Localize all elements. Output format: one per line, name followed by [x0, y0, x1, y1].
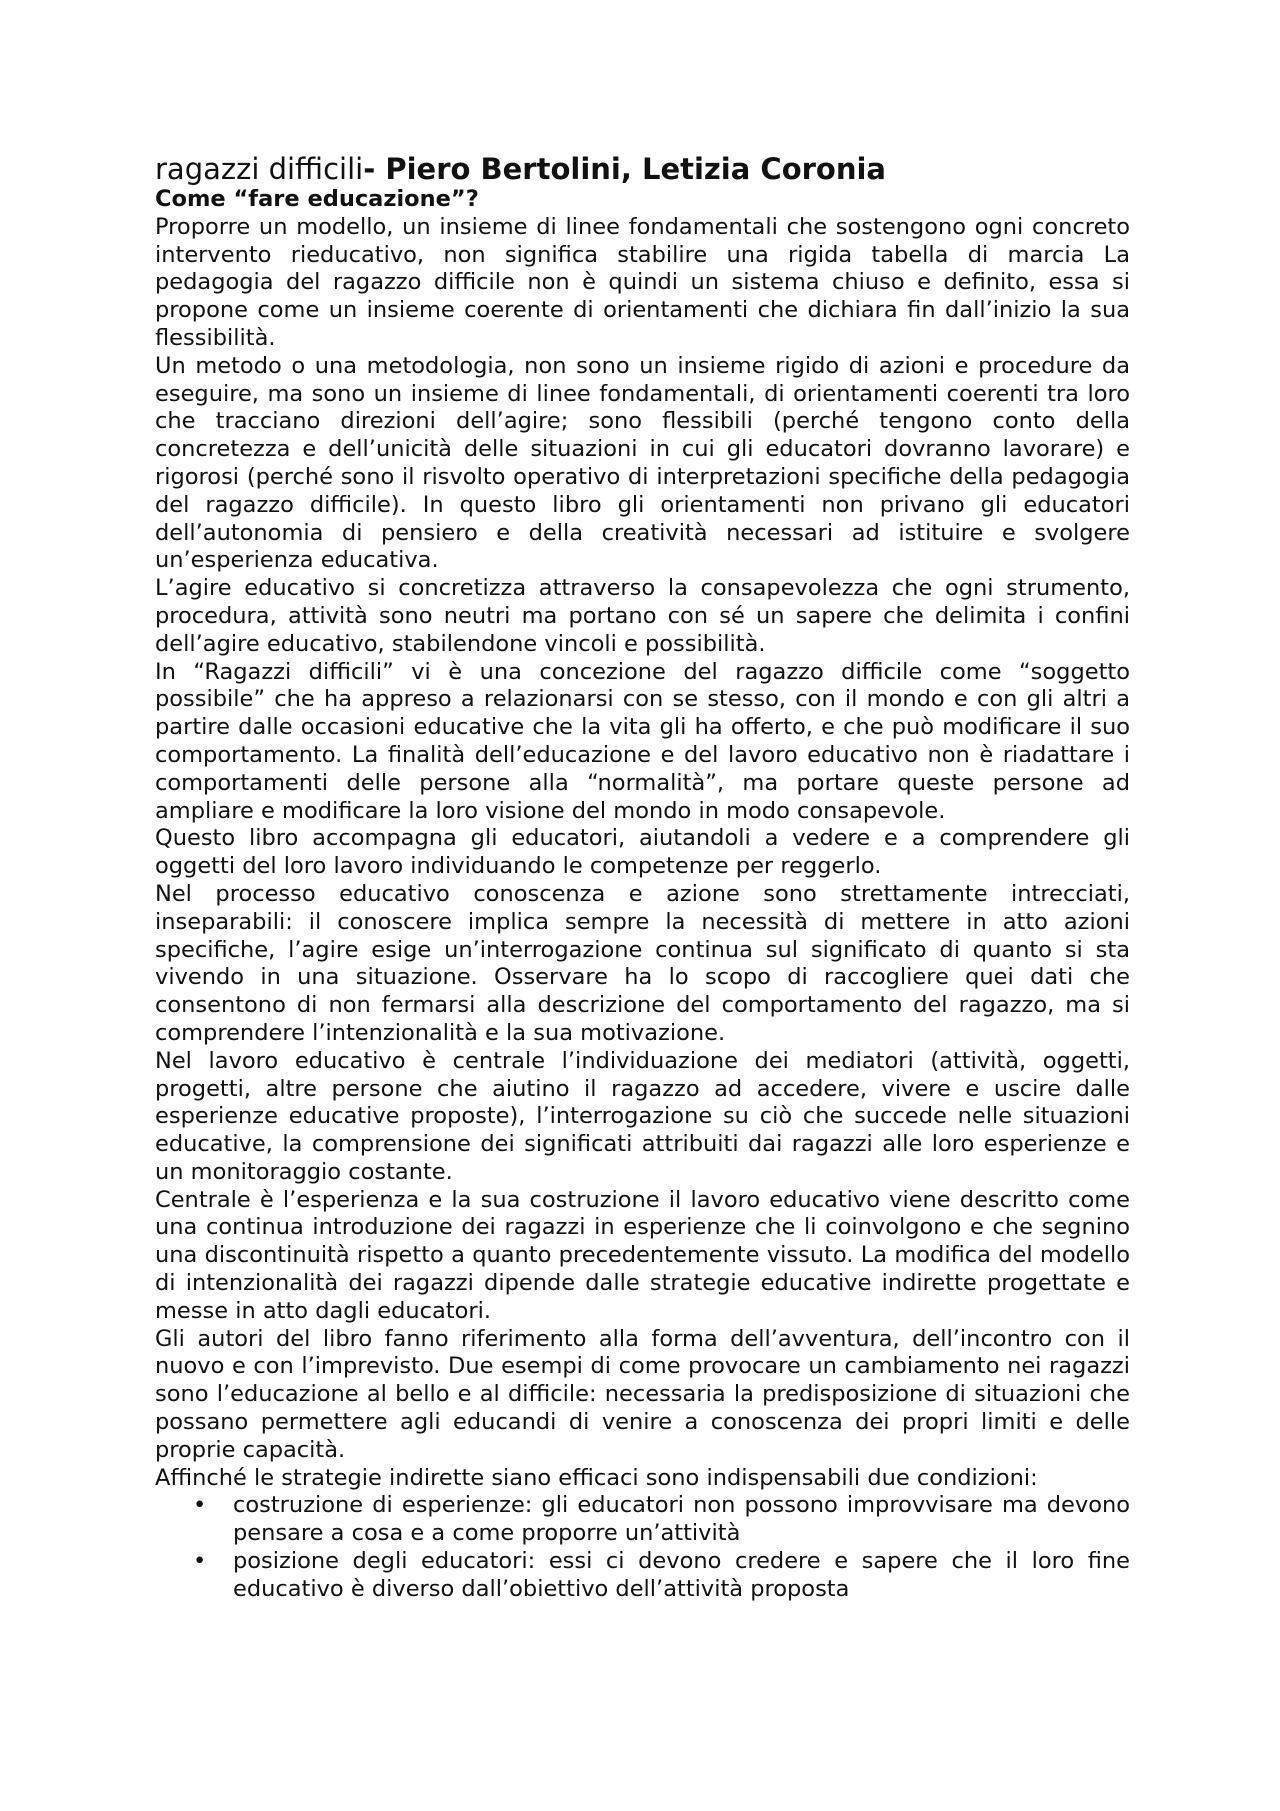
paragraph-10: Affinché le strategie indirette siano efficaci sono indispensabili due condizioni:	[155, 1464, 1038, 1491]
list-item-text: costruzione di esperienze: gli educatori non possono improvvisare ma devono pensare a cosa e a come proporre un’attività	[233, 1492, 1130, 1547]
paragraph-3: L’agire educativo si concretizza attraverso la consapevolezza che ogni strumento, procedura, attività sono neutri ma portano con sé un sapere che delimita i confini dell’agire educativo, stabilendone vincoli e possibilità.	[155, 575, 1130, 657]
section-heading: Come “fare educazione”?	[155, 186, 479, 212]
bullet-icon: •	[193, 1548, 207, 1575]
title-authors: - Piero Bertolini, Letizia Coronia	[363, 152, 886, 186]
paragraph-8: Centrale è l’esperienza e la sua costruzione il lavoro educativo viene descritto come una continua introduzione dei ragazzi in esperienze che li coinvolgono e che segnino una discontinuità rispetto a quanto precedentemente vissuto. La modifica del modello di intenzionalità dei ragazzi dipende dalle strategie educative indirette progettate e messe in atto dagli educatori.	[155, 1186, 1130, 1324]
bullet-icon: •	[193, 1492, 207, 1519]
list-item	[155, 1492, 1130, 1548]
paragraph-1: Proporre un modello, un insieme di linee fondamentali che sostengono ogni concreto intervento rieducativo, non significa stabilire una rigida tabella di marcia La pedagogia del ragazzo difficile non è quindi un sistema chiuso e definito, essa si propone come un insieme coerente di orientamenti che dichiara fin dall’inizio la sua flessibilità.	[155, 213, 1130, 351]
paragraph-9: Gli autori del libro fanno riferimento alla forma dell’avventura, dell’incontro con il nuovo e con l’imprevisto. Due esempi di come provocare un cambiamento nei ragazzi sono l’educazione al bello e al difficile: necessaria la predisposizione di situazioni che possano permettere agli educandi di venire a conoscenza dei propri limiti e delle proprie capacità.	[155, 1325, 1130, 1463]
list-item	[155, 1548, 1130, 1604]
paragraph-4: In “Ragazzi difficili” vi è una concezione del ragazzo difficile come “soggetto possibile” che ha appreso a relazionarsi con se stesso, con il mondo e con gli altri a partire dalle occasioni educative che la vita gli ha offerto, e che può modificare il suo comportamento. La finalità dell’educazione e del lavoro educativo non è riadattare i comportamenti delle persone alla “normalità”, ma portare queste persone ad ampliare e modificare la loro visione del mondo in modo consapevole.	[155, 658, 1130, 824]
document-page	[155, 152, 1130, 1604]
list-item-text: posizione degli educatori: essi ci devono credere e sapere che il loro fine educativo è diverso dall’obiettivo dell’attività proposta	[233, 1548, 1130, 1602]
document-title	[155, 152, 1130, 186]
paragraph-7: Nel lavoro educativo è centrale l’individuazione dei mediatori (attività, oggetti, progetti, altre persone che aiutino il ragazzo ad accedere, vivere e uscire dalle esperienze educative proposte), l’interrogazione su ciò che succede nelle situazioni educative, la comprensione dei significati attribuiti dai ragazzi alle loro esperienze e un monitoraggio costante.	[155, 1047, 1130, 1185]
paragraph-2: Un metodo o una metodologia, non sono un insieme rigido di azioni e procedure da eseguire, ma sono un insieme di linee fondamentali, di orientamenti coerenti tra loro che tracciano direzioni dell’agire; sono flessibili (perché tengono conto della concretezza e dell’unicità delle situazioni in cui gli educatori dovranno lavorare) e rigorosi (perché sono il risvolto operativo di interpretazioni specifiche della pedagogia del ragazzo difficile). In questo libro gli orientamenti non privano gli educatori dell’autonomia di pensiero e della creatività necessari ad istituire e svolgere un’esperienza educativa.	[155, 352, 1130, 574]
conditions-list	[155, 1492, 1130, 1603]
title-lead: ragazzi difficili	[155, 152, 364, 186]
paragraph-5: Questo libro accompagna gli educatori, aiutandoli a vedere e a comprendere gli oggetti del loro lavoro individuando le competenze per reggerlo.	[155, 825, 1130, 880]
paragraph-6: Nel processo educativo conoscenza e azione sono strettamente intrecciati, inseparabili: il conoscere implica sempre la necessità di mettere in atto azioni specifiche, l’agire esige un’interrogazione continua sul significato di quanto si sta vivendo in una situazione. Osservare ha lo scopo di raccogliere quei dati che consentono di non fermarsi alla descrizione del comportamento del ragazzo, ma si comprendere l’intenzionalità e la sua motivazione.	[155, 880, 1130, 1046]
